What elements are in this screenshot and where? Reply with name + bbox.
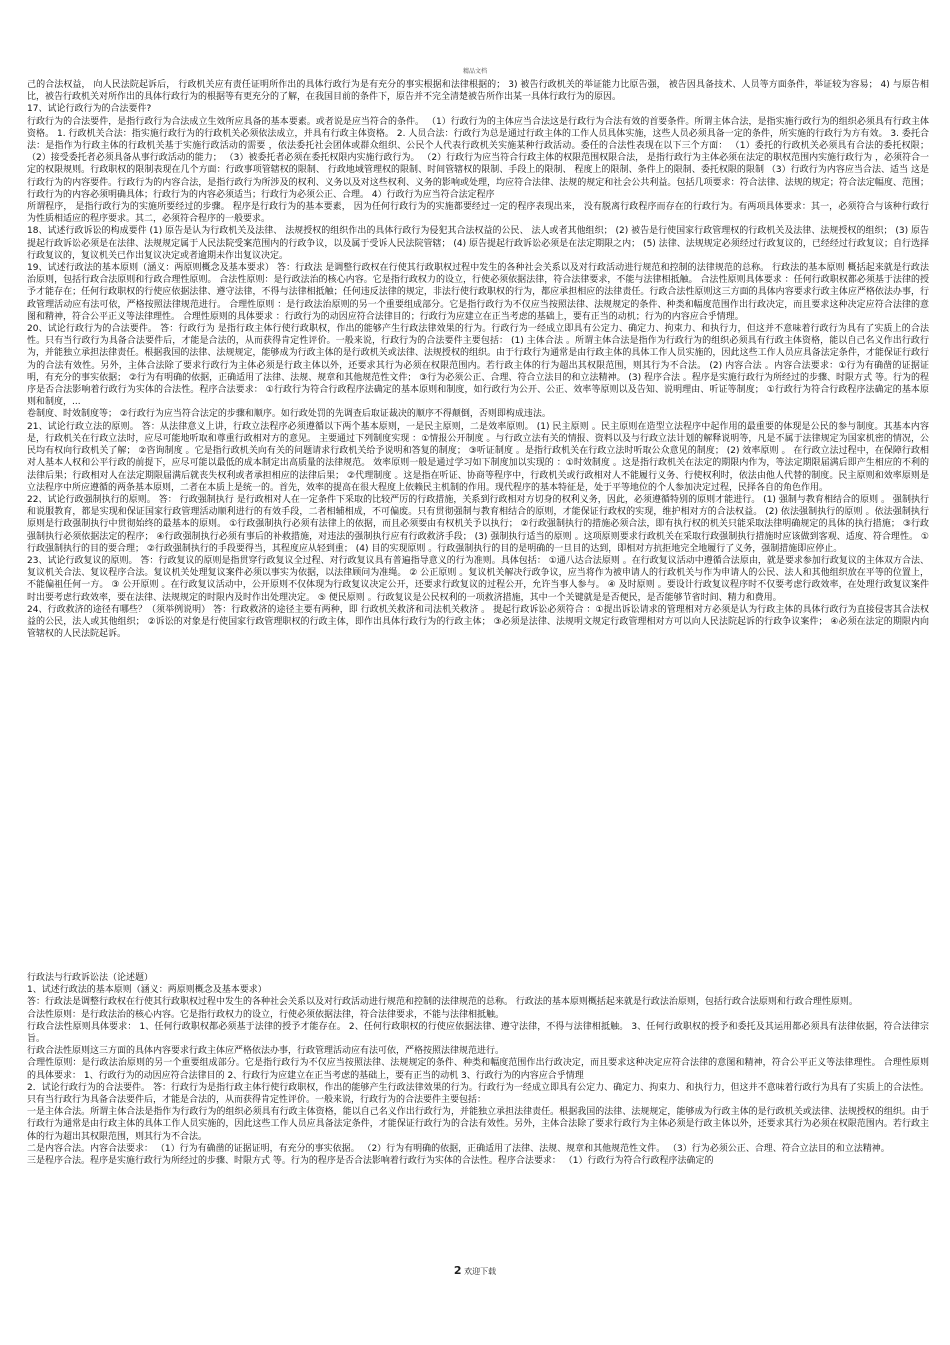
paragraph: 18、试述行政诉讼的构成要件 (1) 原告是认为行政机关及法律、 法规授权的组织作出的具体行政行为侵犯其合法权益的公民、 法人或者其他组织； (2) 被告是行使国家行政管理权的行政机关及法律、法规授权的组织； (3) 原告提起行政诉讼必须是在法律、法规规定属于人民法院受案范围内的行政争议，以及属于受诉人民法院管辖； (4) 原告提起行政诉讼必须是在法定期限之内； (5) 法律、法规规定必须经过行政复议的，已经经过行政复议；自行选择行政复议的，复议机关已作出复议决定或者逾期未作出复议决定。	[27, 226, 929, 261]
footer-label: 欢迎下载	[464, 1267, 497, 1276]
paragraph: 2．试论行政行为的合法要件。 答：行政行为是指行政主体行使行政职权，作出的能够产生行政法律效果的行为。行政行为一经成立即具有公定力、确定力、拘束力、和执行力，但这并不意味着行政行为具有了实质上的合法性。只有当行政行为具备合法要件后，才能是合法的，从而获得肯定性评价。一般来说，行政行为的合法要件主要包括：	[27, 1082, 929, 1106]
paragraph: 合法性原则：是行政法治的核心内容。它是指行政权力的设立，行使必须依据法律，符合法律要求，不能与法律相抵触。	[27, 1009, 505, 1020]
page-header: 精品文档	[462, 68, 487, 75]
paragraph: 己的合法权益， 向人民法院起诉后， 行政机关应有责任证明所作出的具体行政行为是有充分的事实根据和法律根据的； 3) 被告行政机关的举证能力比原告强， 被告因具备技术、人员等方面条件，举证较为容易； 4) 与原告相比，被告行政机关对所作出的具体行政行为的根据等有更充分的了解，在我国目前的条件下，原告并不完全清楚被告所作出某一具体行政行为的原因。	[27, 80, 929, 103]
paragraph: 22、试论行政强制执行的原则。 答： 行政强制执行 是行政相对人在一定条件下采取的比较严厉的行政措施，关系到行政相对方切身的权利义务，因此，必须遵循特别的原则才能进行。 (1) 强制与教育相结合的原则 。 强制执行和说服教育，都是实现和保证国家行政管理活动顺利进行的有效手段，二者相辅相成，不可偏废。只有贯彻强制与教育相结合的原则，才能保证行政权的实现，维护相对方的合法权益。 (2) 依法强制执行的原则 。依法强制执行原则是行政强制执行中贯彻始终的最基本的原则。 ①行政强制执行必须有法律上的依据，而且必须要由有权机关予以执行； ②行政强制执行的措施必须合法，即有执行权的机关只能采取法律明确规定的具体的执行措施； ③行政强制执行必须依据法定的程序； ④行政强制执行必须有事后的补救措施，对违法的强制执行应有行政救济手段； (3) 强制执行适当的原则 。这项原则要求行政机关在采取行政强制执行措施时应该做到客观、适度、符合理性。 ①行政强制执行的目的要合理； ②行政强制执行的手段要得当，其程度应从轻到重； (4) 目的实现原则 。行政强制执行的目的是明确的一旦目的达到，即相对方抗拒地完全地履行了义务，强制措施即应停止。	[27, 494, 929, 554]
paragraph: 23、试论行政复议的原则。 答：行政复议的原则是指贯穿行政复议全过程、对行政复议具有普遍指导意义的行为准则。具体包括： ①通八达合法原则 。在行政复议活动中遵循合法原由，就是要求参加行政复议的主体双方合法、复议机关合法、复议程序合法。复议机关处理复议案件必须以事实为依据，以法律顾问为准绳。 ② 公正原则 。复议机关解决行政争议，应当将作为被申请人的行政机关与作为申请人的公民、法人和其他组织放在平等的位置上，不能偏祖任何一方。 ③ 公开原则 。在行政复议活动中，公开原则不仅体现为行政复议决定公开，还要求行政复议的过程公开，允许当事人参与。 ④ 及时原则 。要设计行政复议程序时不仅要考虑行政效率，在处理行政复议案件时出要考虑行政效率，要在法律、法规规定的时限内及时作出处理决定。 ⑤ 便民原则 。行政复议是公民权利的一项救济措施，其中一个关键就是是否便民，是否能够节省时间、精力和费用。	[27, 555, 929, 603]
paragraph: 二是内容合法。内容合法要求： （1）行为有确凿的证据证明，有充分的事实依据。 （2）行为有明确的依据，正确适用了法律、法规、规章和其他规范性文件。 （3）行为必须公正、合理、符合立法目的和立法精神。	[27, 1143, 890, 1154]
paragraph: 三是程序合法。程序是实施行政行为所经过的步骤、时限方式 等。行为的程序是否合法影响着行政行为实体的合法性。程序合法要求： （1）行政行为符合行政程序法确定的	[27, 1156, 714, 1167]
paragraph: 合理性原则：是行政法治原则的另一个重要组成部分。它是指行政行为不仅应当按照法律、法规规定的条件、种类和幅度范围作出行政决定，而且要求这种决定应符合法律的意图和精神，符合公平正义等法律理性。 合理性原则的具体要求： 1、行政行为的动因应符合法律目的 2、行政行为应建立在正当考虑的基础上，要有正当的动机 3、行政行为的内容应合乎情理	[27, 1058, 929, 1081]
section-title: 行政法与行政诉讼法（论述题）	[27, 973, 154, 983]
paragraph: 一是主体合法。所谓主体合法是指作为行政行为的组织必须具有行政主体资格，能以自己名义作出行政行为，并能独立承担法律责任。根据我国的法律、法规规定，能够成为行政主体的是行政机关或法律、法规授权的组织。由于行政行为通常是由行政主体的具体工作人员实施的，因此这些工作人员应具备法定条件，才能保证行政行为的合法有效性。另外，主体合法除了要求行政行为主体必须是行政主体以外，还要求其行为必须在权限范围内。若行政主体的行为超出其权限范围，则其行为不合法。	[27, 1107, 929, 1142]
page-footer	[0, 1264, 950, 1277]
paragraph: 所谓程序， 是指行政行为的实施所要经过的步骤。 程序是行政行为的基本要素， 因为任何行政行为的实施都要经过一定的程序表现出来， 没有脱离行政程序而存在的行政行为。有两项具体要求：其一，必须符合与该种行政行为性质相适应的程序要求。其二，必须符合程序的一般要求。	[27, 202, 929, 225]
paragraph: 行政行为的合法要件，是指行政行为合法成立生效所应具备的基本要素。或者说是应当符合的条件。 （1）行政行为的主体应当合法这是行政行为合法有效的首要条件。所谓主体合法，是指实施行政行为的组织必须具有行政主体资格。 1. 行政机关合法：指实施行政行为的行政机关必须依法成立，并具有行政主体资格。 2. 人员合法：行政行为总是通过行政主体的工作人员具体实施，这些人员必须具备一定的条件，所实施的行政行为方有效。 3. 委托合法：是指作为行政主体的行政机关基于实施行政活动的需要 ，依法委托社会团体或群众组织、公民个人代表行政机关实施某种行政活动。委任的合法性表现在以下三个方面： （1）委托的行政机关必须具有合法的委托权限； （2）接受委托者必须具备从事行政活动的能力； （3）被委托者必须在委托权限内实施行政行为。 （2）行政行为应当符合行政主体的权限范围权限合法， 是指行政行为主体必须在法定的职权范围内实施行政行为 ，必须符合一定的权限规则。行政职权的限制表现在几个方面：行政事项管辖权的限制、 行政地域管理权的限制、时间管辖权的限制、手段上的限制、 程度上的限制、条件上的限制、委托权限的限制 （3）行政行为内容应当合法、适当 这是行政行为的内容要件。行政行为的内容合法，是指行政行为所涉及的权利、义务以及对这些权利、义务的影响或处理，均应符合法律、法规的规定和社会公共利益。包括几项要求：符合法律、法规的规定；符合法定幅度、范围；行政行为的内容必须明确具体；行政行为的内容必须适当；行政行为必须公正、合理。 4）行政行为应当符合法定程序	[27, 116, 929, 200]
qa-section-2	[27, 972, 929, 1167]
page-number: 2	[453, 1264, 462, 1277]
question-heading: 1、试述行政法的基本原则（涵义：两原则概念及基本要求）	[27, 985, 267, 996]
paragraph: 20、试论行政行为的合法要件。 答：行政行为 是指行政主体行使行政职权，作出的能够产生行政法律效果的行为。行政行为一经成立即具有公定力、确定力、拘束力、和执行力，但这并不意味着行政行为具有了实质上的合法性。只有当行政行为具备合法要件后，才能是合法的，从而获得肯定性评价。一般来说，行政行为的合法要件主要包括： (1) 主体合法 。所谓主体合法是指作为行政行为的组织必须具有行政主体资格，能以自己名义作出行政行为，并能独立承担法律责任。根据我国的法律、法规规定，能够成为行政主体的是行政机关或法律、法规授权的组织。由于行政行为通常是由行政主体的具体工作人员实施的，因此这些工作人员应具备法定条件，才能保证行政行为的合法有效性。另外，主体合法除了要求行政行为主体必须是行政主体以外，还要求其行为必须在权限范围内。若行政主体的行为超出其权限范围，则其行为不合法。 (2) 内容合法 。内容合法要求：①行为有确凿的证据证明，有充分的事实依据； ②行为有明确的依据，正确适用了法律、法规、规章和其他规范性文件； ③行为必须公正、合理、符合立法目的和立法精神。 (3) 程序合法 。程序是实施行政行为所经过的步骤、时限方式 等。行为的程序是否合法影响着行政行为实体的合法性。程序合法要求： ①行政行为符合行政程序法确定的基本原则和制度，如行政行为公开、公正、效率等原则以及告知、说明理由、听证等制度； ①行政行为符合行政程序法确定的基本原则和制度，...	[27, 324, 929, 408]
paragraph: 24、行政救济的途径有哪些？（须举例说明） 答：行政救济的途径主要有两种，即 行政机关救济和司法机关救济 。 提起行政诉讼必须符合 ：①提出诉讼请求的管理相对方必须是认为行政主体的具体行政行为直接侵害其合法权益的公民，法人或其他组织； ②诉讼的对象是行使国家行政管理职权的行政主体，即作出具体行政行为的行政主体； ③必须是法律、法规明文规定行政管理相对方可以向人民法院起诉的行政争议案件； ④必须在法定的期限内向管辖权的人民法院起诉。	[27, 604, 929, 640]
paragraph: 行政合法性原则具体要求： 1、任何行政职权都必须基于法律的授予才能存在。 2、任何行政职权的行使应依据法律、遵守法律，不得与法律相抵触。 3、任何行政职权的授予和委托及其运用都必须具有法律依据，符合法律宗旨。	[27, 1021, 929, 1045]
paragraph: 答：行政法是调整行政权在行使其行政职权过程中发生的各种社会关系以及对行政活动进行规范和控制的法律规范的总称。 行政法的基本原则概括起来就是行政法治原则，包括行政合法原则和行政合理性原则。	[27, 997, 858, 1008]
paragraph: 21、试论行政立法的原则。 答：从法律意义上讲，行政立法程序必须遵循以下两个基本原则，一是民主原则，二是效率原则。 (1) 民主原则 。民主原则在造型立法程序中起作用的最重要的体现是公民的参与制度。其基本内容是，行政机关在行政立法时，应尽可能地听取和尊重行政相对方的意见。 主要通过下列制度实现 ：①情报公开制度 。与行政立法有关的情报、资料以及与行政立法计划的解释说明等，凡是不属于法律规定为国家机密的情况，公民均有权向行政机关了解； ②咨询制度 。它是指行政机关向有关的问题请求行政机关给予说明和答复的制度； ③听证制度 。是指行政机关在行政立法时听取公众意见的制度； (2) 效率原则 。 在行政立法过程中，在保障行政相对人基本人权和公平行政的前提下，应尽可能以最低的成本制定出高质量的法律规范。 效率原则一般是通过学习如下制度加以实现的 ：①时效制度 。这是指行政机关在法定的期限内作为，等法定期限届满后即产生相应的不利的法律后果；行政相对人在法定期限届满后就丧失权利或者承担相应的法律后果； ②代理制度 。这是指在听证、协商等程序中，行政机关或行政相对人不能履行义务、行使权利时，依法由他人代替的制度。民主原则和效率原则是立法程序中所应遵循的两条基本原则，二者在本质上是统一的。首先，效率的提高在很大程度上依赖民主机制的作用。现代程序的基本特征是，处于平等地位的个人参加决定过程，民择各自的角色作用。	[27, 421, 929, 493]
paragraph: 行政合法性原则这三方面的具体内容要求行政主体应严格依法办事，行政管理活动应有法可依，严格按照法律规范进行。	[27, 1046, 505, 1057]
question-heading: 17、试论行政行为的合法要件?	[27, 104, 152, 115]
paragraph: 卷制度、时效制度等； ②行政行为应当符合法定的步骤和顺序。如行政处罚的先调查后取证裁决的顺序不得颠倒，否则即构成违法。	[27, 409, 551, 420]
qa-section-1	[27, 79, 929, 640]
paragraph: 19、试述行政法的基本原则（涵义：两原则概念及基本要求） 答：行政法 是调整行政权在行使其行政职权过程中发生的各种社会关系以及对行政活动进行规范和控制的法律规范的总称。 行政法的基本原则 概括起来就是行政法治原则，包括行政合法原则和行政合理性原则。 合法性原则：是行政法治的核心内容。它是指行政权力的设立，行使必须依据法律，符合法律要求，不能与法律相抵触。 合法性原则具体要求 ：任何行政职权都必须基于法律的授予才能存在；任何行政职权的行使应依据法律、遵守法律，不得与法律相抵触；任何违反法律的规定，非法行使行政职权的行为，都应承担相应的法律责任。行政合法性原则这三方面的具体内容要求行政主体应严格依法办事，行政管理活动应有法可依，严格按照法律规范进行。 合理性原则 ：是行政法治原则的另一个重要组成部分。它是指行政行为不仅应当按照法律、法规规定的条件、种类和幅度范围作出行政决定，而且要求这种决定应符合法律的意图和精神，符合公平正义等法律理性。 合理性原则的具体要求 ：行政行为的动因应符合法律目的；行政行为应建立在正当考虑的基础上，要有正当的动机；行为的内容应合乎情理。	[27, 263, 929, 322]
